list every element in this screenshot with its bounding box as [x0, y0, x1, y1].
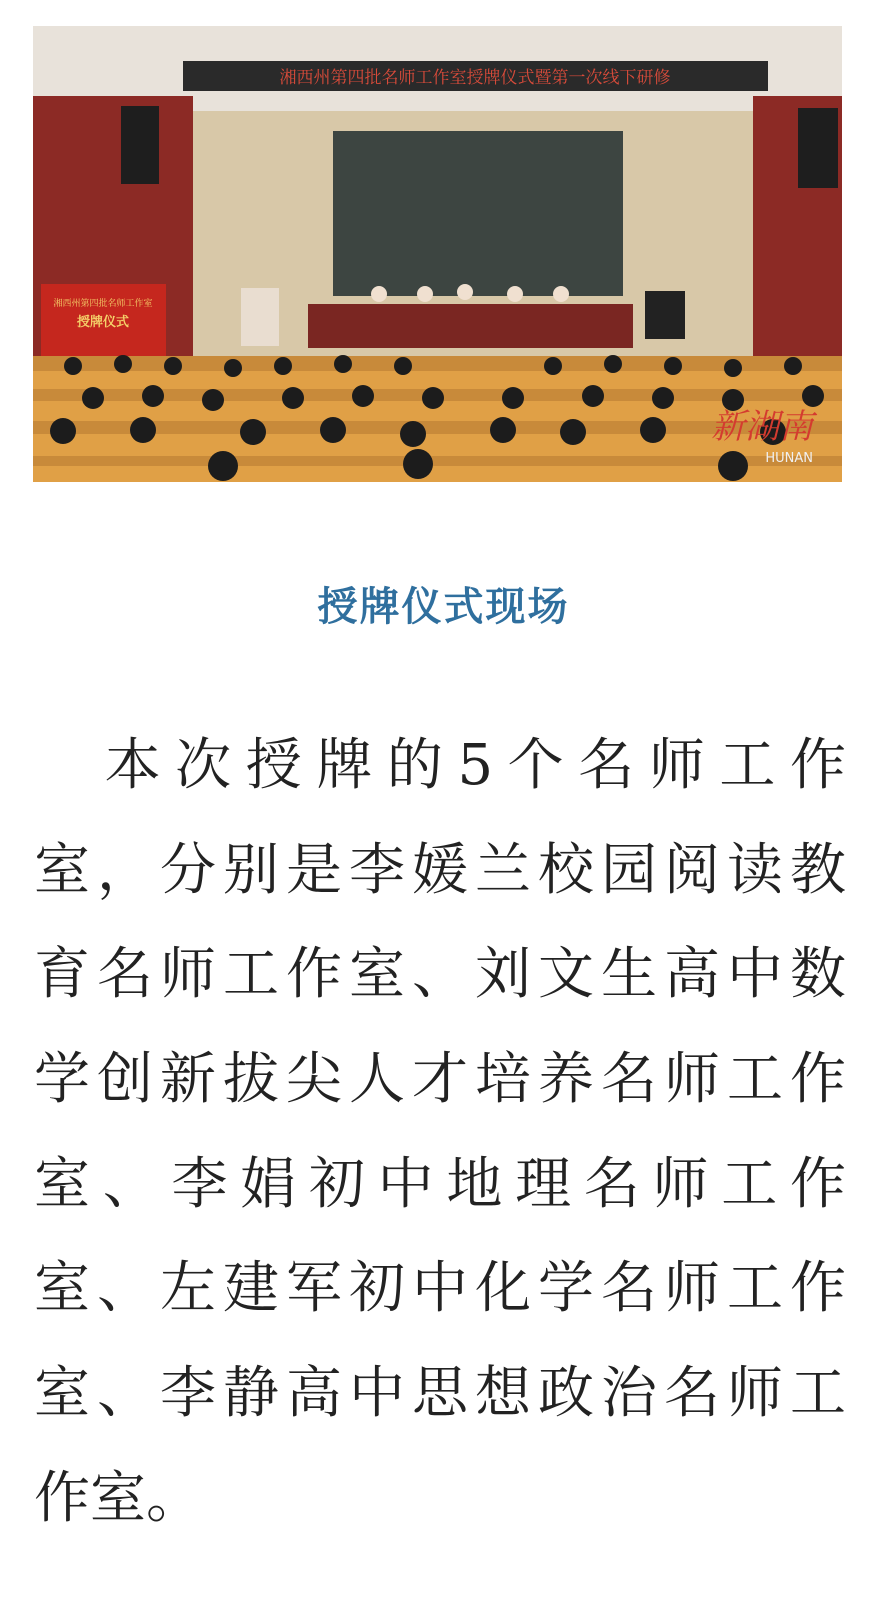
photo-caption: 授牌仪式现场 [317, 584, 570, 630]
sign-subtitle: 授牌仪式 [76, 315, 130, 330]
article-line: 室、左建军初中化学名师工作 [34, 1256, 846, 1322]
article-line: 室，分别是李媛兰校园阅读教 [34, 837, 846, 903]
event-photo [33, 26, 842, 482]
article-line: 育名师工作室、刘文生高中数 [34, 942, 846, 1008]
article-line: 作室。 [34, 1465, 202, 1531]
watermark-text: HUNAN [765, 451, 813, 466]
article-line: 本次授牌的5个名师工作 [34, 733, 846, 798]
sign-title: 湘西州第四批名师工作室 [53, 299, 153, 309]
article-line: 学创新拔尖人才培养名师工作 [34, 1047, 846, 1113]
article-body [34, 714, 846, 1552]
article-line: 室、李静高中思想政治名师工 [34, 1361, 846, 1427]
article-line: 室、李娟初中地理名师工作 [34, 1151, 846, 1217]
banner-text: 湘西州第四批名师工作室授牌仪式暨第一次线下研修 [279, 68, 671, 88]
watermark-logo: 新湖南 [711, 407, 813, 447]
